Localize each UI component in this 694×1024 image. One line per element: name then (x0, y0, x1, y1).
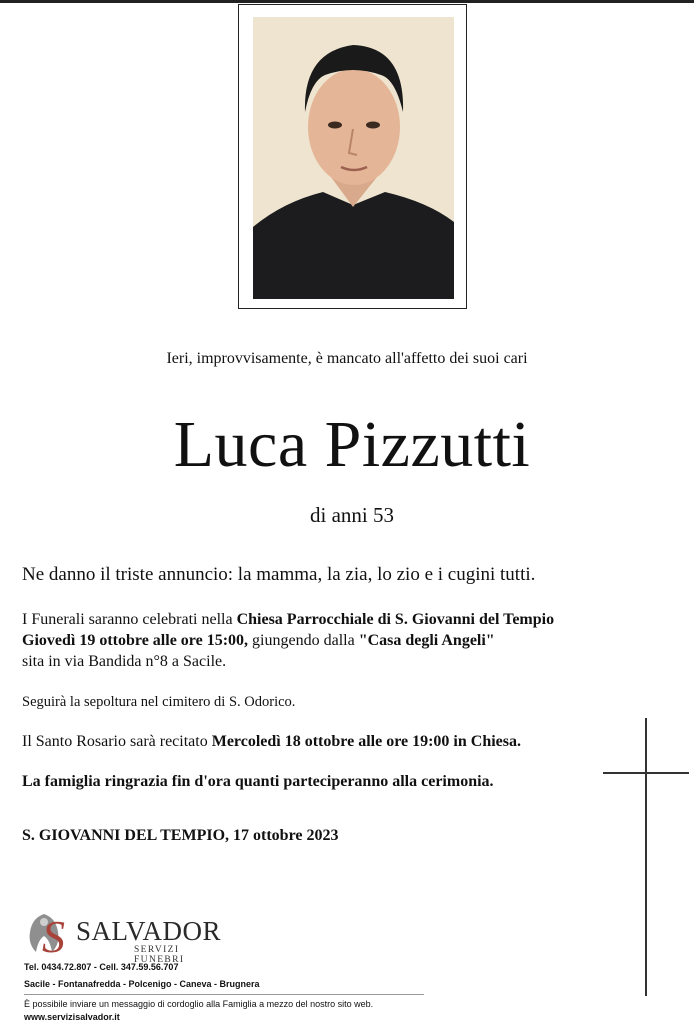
logo-subtitle: SERVIZI FUNEBRI (134, 945, 185, 965)
thanks-text: La famiglia ringrazia fin d'ora quanti parteciperanno alla cerimonia. (22, 773, 494, 790)
funeral-church: Chiesa Parrocchiale di S. Giovanni del Tempio (236, 611, 555, 628)
rosary-when: Mercoledì 18 ottobre alle ore 19:00 in Chiesa. (211, 733, 521, 750)
rosary-info (22, 731, 521, 752)
contact-phones: Tel. 0434.72.807 - Cell. 347.59.56.707 (24, 962, 179, 972)
rosary-text: Il Santo Rosario sarà recitato (22, 733, 212, 750)
burial-info: Seguirà la sepoltura nel cimitero di S. Odorico. (22, 694, 296, 710)
salvador-logo (24, 906, 222, 965)
cross-icon-vertical (645, 718, 647, 996)
funeral-text-1: I Funerali saranno celebrati nella (22, 611, 237, 628)
funeral-info (22, 609, 554, 672)
funeral-address: sita in via Bandida n°8 a Sacile. (22, 653, 227, 670)
cross-icon-horizontal (603, 772, 689, 774)
funeral-date: Giovedì 19 ottobre alle ore 15:00, (22, 632, 249, 649)
place-date: S. GIOVANNI DEL TEMPIO, 17 ottobre 2023 (22, 827, 339, 844)
announcement: Ne danno il triste annuncio: la mamma, la zia, lo zio e i cugini tutti. (22, 564, 536, 585)
footer-divider (24, 994, 424, 995)
deceased-name: Luca Pizzutti (173, 408, 531, 481)
logo-s-swoosh-icon: S (42, 911, 65, 962)
deceased-age: di anni 53 (310, 503, 394, 527)
portrait-photo (253, 17, 454, 299)
funeral-text-2: giungendo dalla (248, 632, 359, 649)
intro-text: Ieri, improvvisamente, è mancato all'affetto dei suoi cari (166, 350, 528, 367)
portrait-frame (238, 4, 467, 309)
service-towns: Sacile - Fontanafredda - Polcenigo - Caneva - Brugnera (24, 979, 260, 989)
top-border (0, 0, 694, 3)
condolence-message: È possibile inviare un messaggio di cordoglio alla Famiglia a mezzo del nostro sito web. (24, 999, 374, 1009)
logo-name: SALVADOR (76, 916, 222, 946)
funeral-house: "Casa degli Angeli" (358, 632, 495, 649)
website-link[interactable]: www.servizisalvador.it (24, 1012, 120, 1022)
